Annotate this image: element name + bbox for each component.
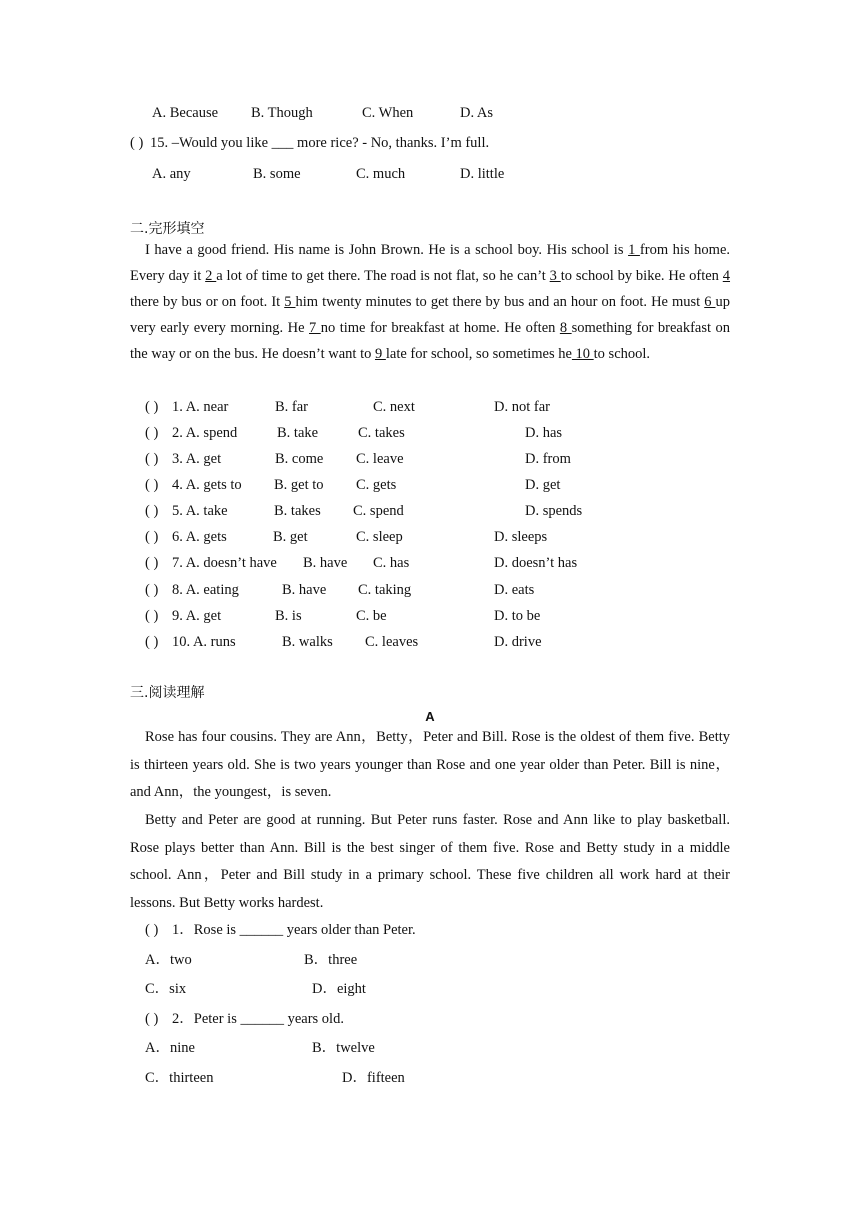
reading-q1-stem: 1．Rose is ______ years older than Peter. — [172, 922, 416, 938]
q15-option-c: C. much — [356, 166, 406, 182]
q15-option-a: A. any — [152, 166, 191, 182]
cloze-question-2: ( ) 2. A. spend B. take C. takes D. has — [145, 425, 563, 441]
cloze-q7-paren[interactable]: ( ) — [145, 555, 159, 571]
reading-q1-option-b: B．three — [304, 952, 358, 968]
cloze-blank-7: 7 — [309, 320, 321, 336]
cloze-blank-10: 10 — [571, 346, 594, 362]
q14-option-d: D. As — [460, 105, 494, 121]
reading-q2-option-c: C．thirteen — [145, 1070, 214, 1086]
reading-q2-options-ab — [0, 1039, 860, 1057]
cloze-blank-9: 9 — [374, 346, 386, 362]
reading-heading: 三.阅读理解 — [130, 685, 205, 701]
reading-q1-option-d: D．eight — [312, 981, 366, 997]
cloze-passage: I have a good friend. His name is John Brown. He is a school boy. His school is 1 from his home. Every day it 2 a lot of time to get there. The road is not flat, so he can’t 3 to school by bike. He often 4 there by bus or on foot. It 5 him twenty minutes to get there by bus and an hour on foot. He must 6 up very early every morning. He 7 no time for breakfast at home. He often 8 something for breakfast on the way or on the bus. He doesn’t want to 9 late for school, so sometimes he 10 to school. — [130, 242, 731, 362]
reading-q1-options-ab — [0, 951, 860, 969]
cloze-blank-3: 3 — [549, 268, 561, 284]
cloze-blank-6: 6 — [704, 294, 716, 310]
q15-options — [0, 165, 860, 183]
reading-question-2 — [0, 1010, 860, 1028]
q15-option-d: D. little — [460, 166, 505, 182]
q15-stem: 15. –Would you like ___ more rice? - No, thanks. I’m full. — [150, 135, 490, 151]
reading-q1-paren[interactable]: ( ) — [145, 922, 159, 938]
reading-q2-stem: 2．Peter is ______ years old. — [172, 1011, 344, 1027]
cloze-question-1: ( ) 1. A. near B. far C. next D. not far — [145, 399, 550, 415]
cloze-q8-paren[interactable]: ( ) — [145, 582, 159, 598]
cloze-blank-5: 5 — [284, 294, 296, 310]
cloze-question-3: ( ) 3. A. get B. come C. leave D. from — [145, 451, 571, 467]
cloze-q1-paren[interactable]: ( ) — [145, 399, 159, 415]
cloze-question-7: ( ) 7. A. doesn’t have B. have C. has D. doesn’t has — [145, 555, 578, 571]
reading-q2-options-cd — [0, 1069, 860, 1087]
cloze-question-8: ( ) 8. A. eating B. have C. taking D. eats — [145, 582, 535, 598]
reading-paragraph-2: Betty and Peter are good at running. But Peter runs faster. Rose and Ann like to play basketball. Rose plays better than Ann. Bill is the best singer of them five. Rose and Betty study in a middle school. Ann，Peter and Bill study in a primary school. These five children all work hard at their lessons. But Betty works hardest. — [130, 812, 730, 911]
q15-answer-paren[interactable]: ( ) — [130, 135, 144, 151]
cloze-q5-paren[interactable]: ( ) — [145, 503, 159, 519]
cloze-blank-1: 1 — [628, 242, 640, 258]
cloze-question-9: ( ) 9. A. get B. is C. be D. to be — [145, 608, 541, 624]
reading-q2-option-a: A．nine — [145, 1040, 195, 1056]
cloze-q10-paren[interactable]: ( ) — [145, 634, 159, 650]
cloze-blank-2: 2 — [205, 268, 217, 284]
cloze-blank-4: 4 — [722, 268, 731, 284]
reading-q1-option-a: A．two — [145, 952, 192, 968]
q15-question — [0, 134, 860, 152]
cloze-q6-paren[interactable]: ( ) — [145, 529, 159, 545]
reading-section-label: A — [425, 709, 435, 724]
reading-q2-paren[interactable]: ( ) — [145, 1011, 159, 1027]
cloze-q3-paren[interactable]: ( ) — [145, 451, 159, 467]
cloze-question-5: ( ) 5. A. take B. takes C. spend D. spends — [145, 503, 583, 519]
reading-q1-option-c: C．six — [145, 981, 187, 997]
reading-paragraph-1: Rose has four cousins. They are Ann，Betty，Peter and Bill. Rose is the oldest of them five. Betty is thirteen years old. She is two years younger than Rose and one year older than Peter. Bill is nine，and Ann，the youngest，is seven. — [130, 729, 730, 800]
cloze-heading: 二.完形填空 — [130, 221, 205, 237]
q14-option-a: A. Because — [152, 105, 219, 121]
cloze-q9-paren[interactable]: ( ) — [145, 608, 159, 624]
cloze-blank-8: 8 — [559, 320, 572, 336]
reading-question-1 — [0, 921, 860, 939]
q14-option-c: C. When — [362, 105, 414, 121]
q15-option-b: B. some — [253, 166, 301, 182]
cloze-question-6: ( ) 6. A. gets B. get C. sleep D. sleeps — [145, 529, 548, 545]
reading-q2-option-b: B．twelve — [312, 1040, 375, 1056]
cloze-q2-paren[interactable]: ( ) — [145, 425, 159, 441]
reading-q1-options-cd — [0, 980, 860, 998]
cloze-question-4: ( ) 4. A. gets to B. get to C. gets D. get — [145, 477, 561, 493]
reading-q2-option-d: D．fifteen — [342, 1070, 405, 1086]
q14-options — [0, 104, 860, 122]
q14-option-b: B. Though — [251, 105, 313, 121]
cloze-q4-paren[interactable]: ( ) — [145, 477, 159, 493]
cloze-question-10: ( ) 10. A. runs B. walks C. leaves D. drive — [145, 634, 542, 650]
